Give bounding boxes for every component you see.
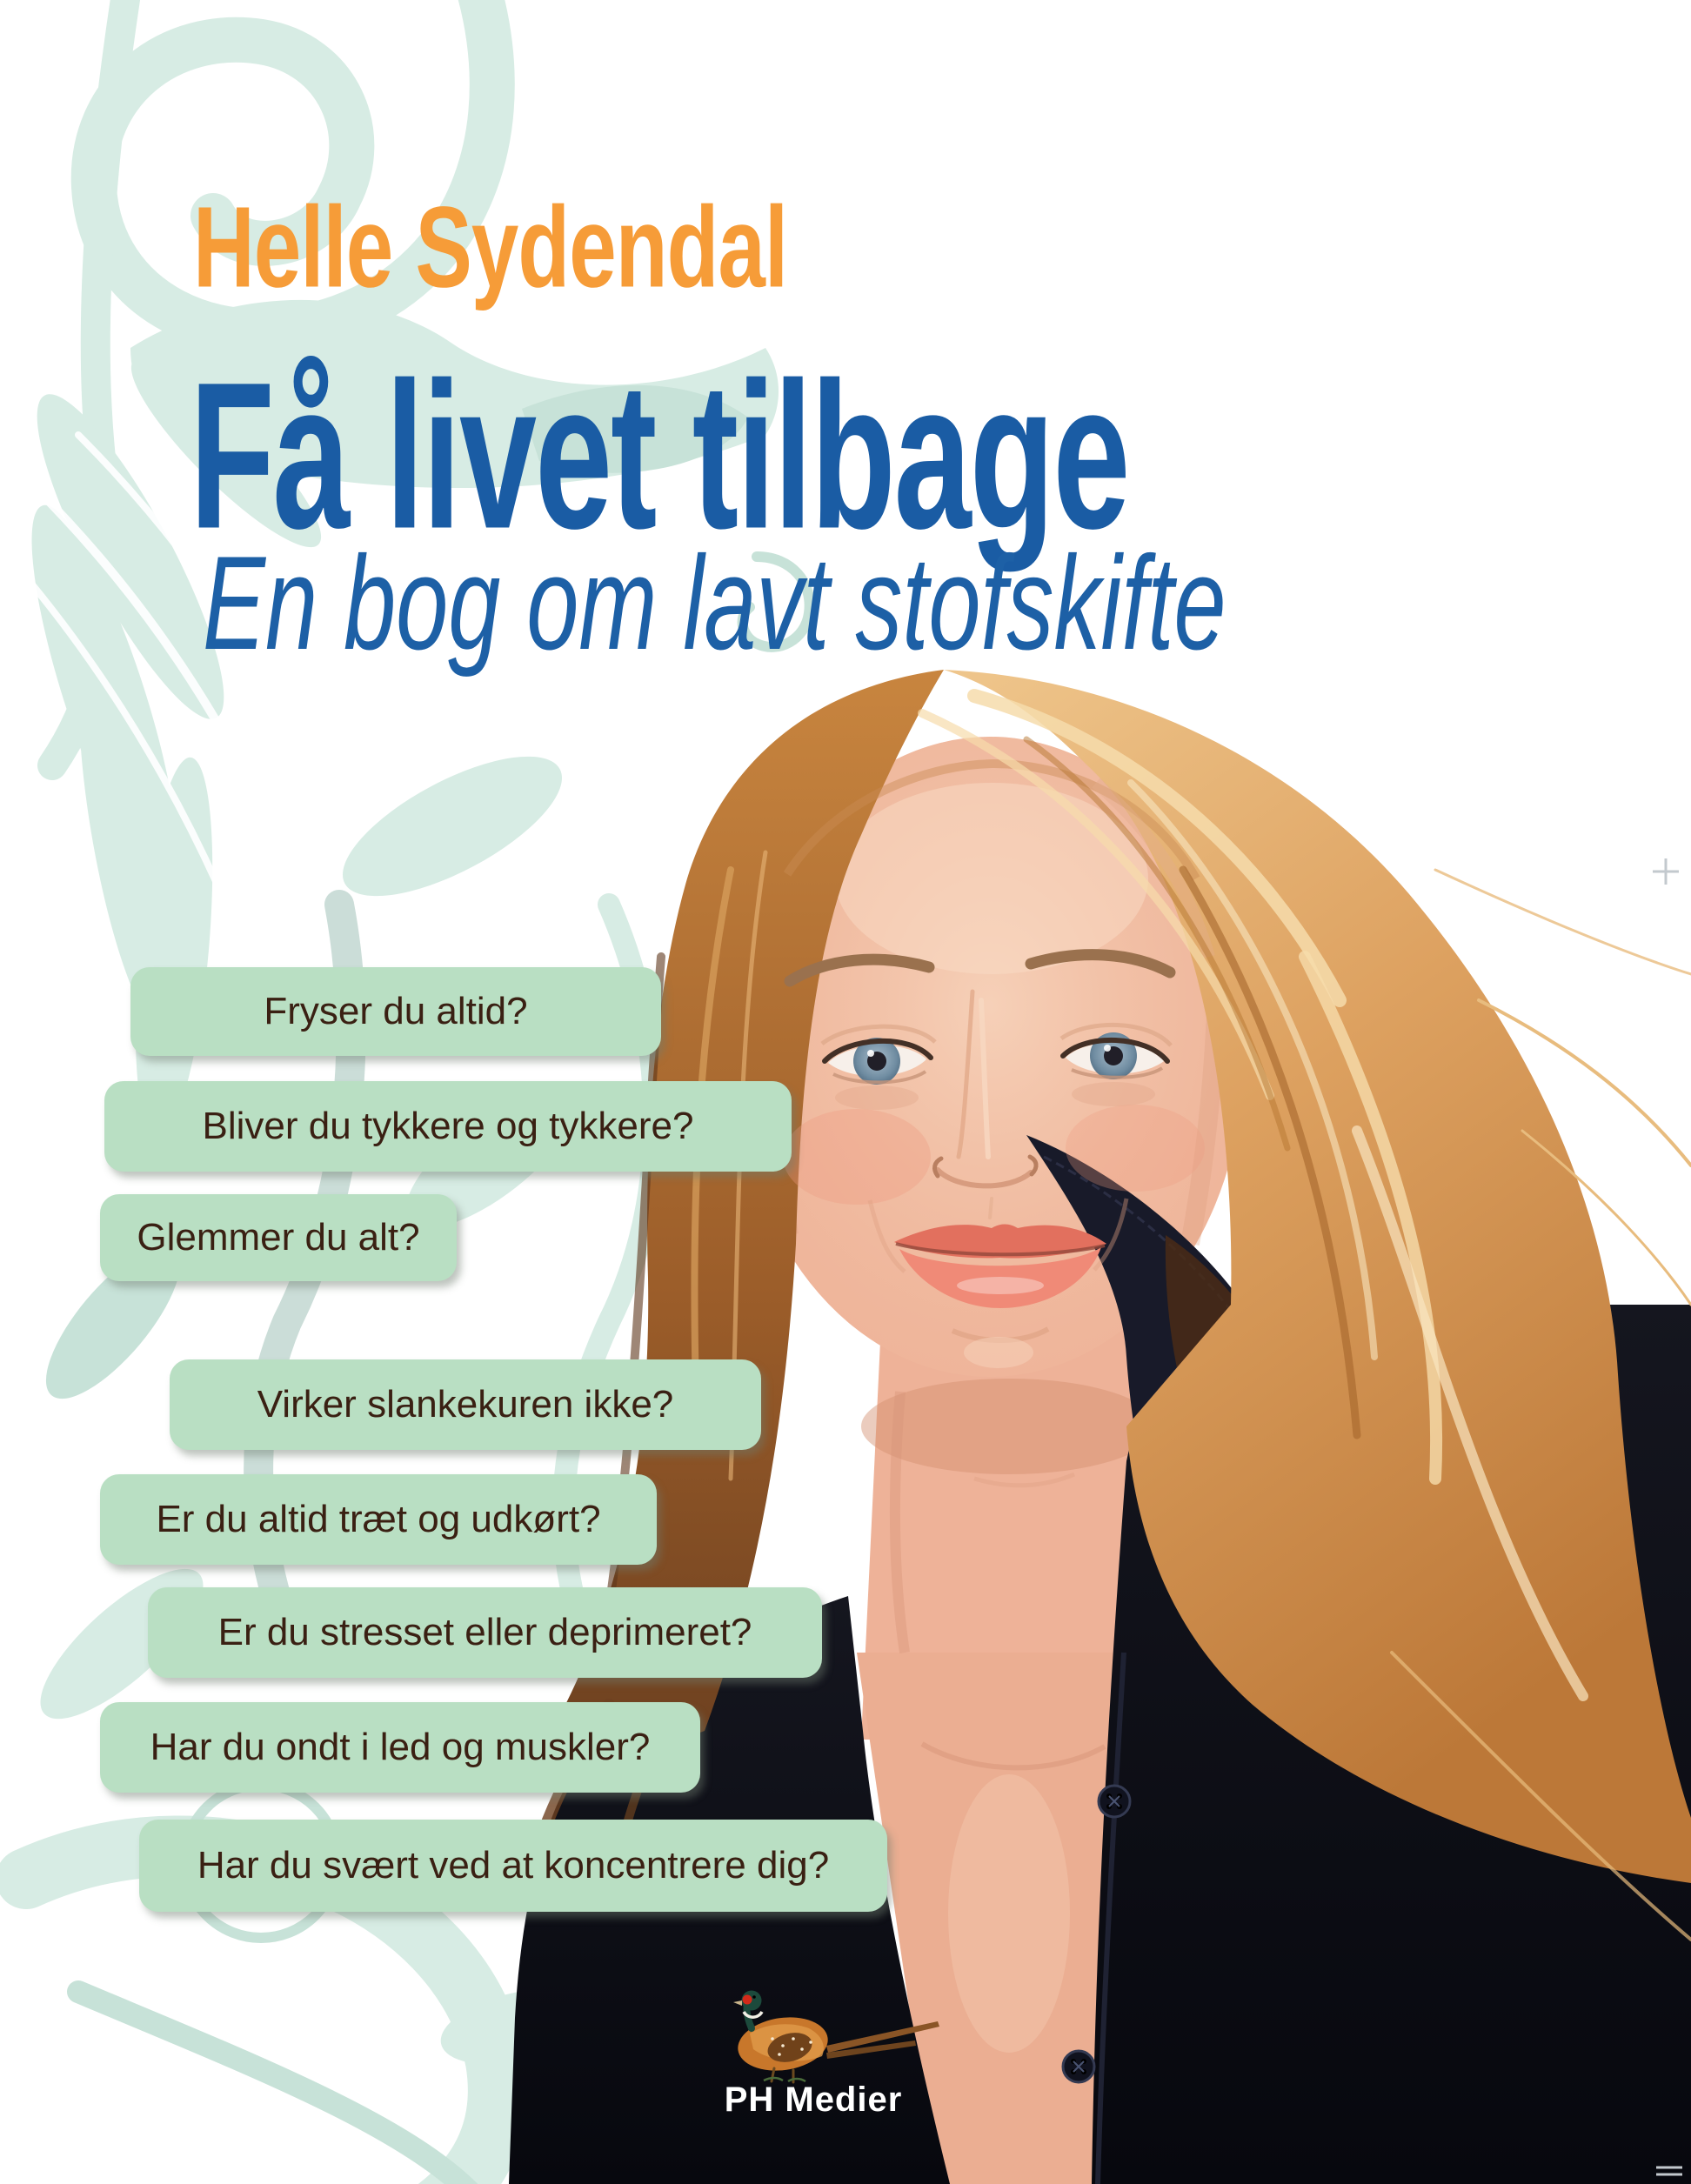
author-name: Helle Sydendal: [193, 182, 788, 311]
cheek-blush: [783, 1109, 931, 1205]
question-badge-3: Glemmer du alt?: [100, 1194, 457, 1281]
cheek-blush: [1066, 1105, 1205, 1192]
question-badge-4: Virker slankekuren ikke?: [170, 1359, 761, 1450]
shirt-button: [1099, 1786, 1130, 1817]
question-badge-7: Har du ondt i led og muskler?: [100, 1702, 700, 1793]
book-title: Få livet tilbage: [190, 338, 1129, 572]
shirt-button: [1063, 2051, 1094, 2082]
publisher-name: PH Medier: [724, 2080, 903, 2119]
question-badge-8: Har du svært ved at koncentrere dig?: [139, 1820, 887, 1912]
question-badge-2: Bliver du tykkere og tykkere?: [104, 1081, 792, 1172]
book-subtitle: En bog om lavt stofskifte: [203, 527, 1226, 678]
question-badge-5: Er du altid træt og udkørt?: [100, 1474, 657, 1565]
question-badge-6: Er du stresset eller deprimeret?: [148, 1587, 822, 1678]
question-badge-1: Fryser du altid?: [130, 967, 661, 1056]
